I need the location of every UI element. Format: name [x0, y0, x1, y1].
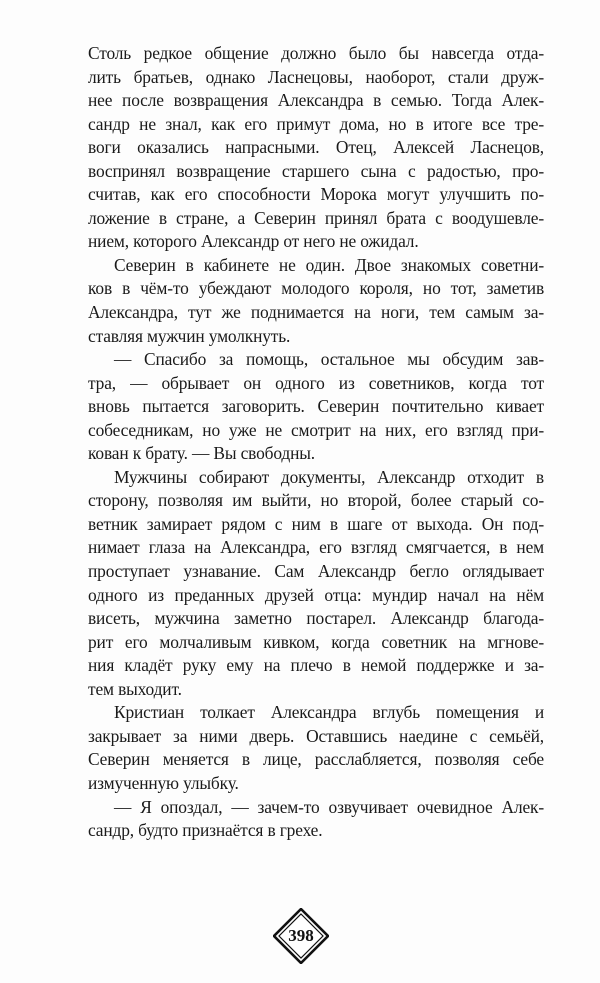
- text-line: тра, — обрывает он одного из советников, когда тот: [88, 372, 544, 393]
- text-line: Северин в кабинете не один. Двое знакомых советни-: [114, 254, 544, 275]
- body-text: [88, 42, 544, 843]
- page-number-badge: [273, 908, 329, 964]
- text-line: лить братьев, однако Ласнецовы, наоборот, стали друж-: [88, 66, 544, 87]
- text-line: измученную улыбку.: [88, 772, 239, 793]
- text-line: тем выходит.: [88, 678, 182, 699]
- text-line: Мужчины собирают документы, Александр отходит в: [114, 466, 544, 487]
- text-line: ков в чём-то убеждают молодого короля, но тот, заметив: [88, 278, 544, 299]
- text-line: считав, как его способности Морока могут улучшить по-: [88, 184, 544, 205]
- text-line: одного из преданных друзей отца: мундир начал на нём: [88, 584, 544, 605]
- text-line: рит его молчаливым кивком, когда советник на мгнове-: [88, 631, 544, 652]
- text-line: Северин меняется в лице, расслабляется, позволяя себе: [88, 749, 544, 770]
- text-line: закрывает за ними дверь. Оставшись наедине с семьёй,: [88, 725, 544, 746]
- text-line: нее после возвращения Александра в семью. Тогда Алек-: [88, 90, 544, 111]
- text-line: вновь пытается заговорить. Северин почтительно кивает: [88, 396, 544, 417]
- page-number: 398: [288, 926, 314, 945]
- text-line: проступает узнавание. Сам Александр бегло оглядывает: [88, 561, 544, 582]
- text-line: Столь редкое общение должно было бы навсегда отда-: [88, 43, 544, 63]
- text-line: ветник замирает рядом с ним в шаге от выхода. Он под-: [88, 513, 544, 534]
- text-line: собеседникам, но уже не смотрит на них, его взгляд при-: [88, 419, 544, 440]
- text-line: Кристиан толкает Александра вглубь помещения и: [114, 702, 544, 723]
- text-line: воги оказались напрасными. Отец, Алексей Ласнецов,: [88, 137, 544, 158]
- text-line: сторону, позволяя им выйти, но второй, более старый со-: [88, 490, 544, 511]
- text-line: нимает глаза на Александра, его взгляд смягчается, в нем: [88, 537, 544, 558]
- text-line: ставляя мужчин умолкнуть.: [88, 325, 291, 346]
- text-line: — Спасибо за помощь, остальное мы обсудим зав-: [114, 349, 544, 370]
- text-line: висеть, мужчина заметно постарел. Александр благода-: [88, 608, 544, 629]
- text-line: кован к брату. — Вы свободны.: [88, 443, 315, 464]
- text-line: — Я опоздал, — зачем-то озвучивает очевидное Алек-: [114, 796, 544, 817]
- text-line: нием, которого Александр от него не ожидал.: [88, 231, 419, 252]
- text-line: сандр, будто признаётся в грехе.: [88, 820, 323, 841]
- text-line: Александра, тут же поднимается на ноги, тем самым за-: [88, 302, 544, 323]
- text-line: ложение в стране, а Северин принял брата с воодушевле-: [88, 207, 544, 228]
- text-line: сандр не знал, как его примут дома, но в итоге все тре-: [88, 113, 544, 134]
- text-line: ния кладёт руку ему на плечо в немой поддержке и за-: [88, 655, 544, 676]
- text-line: воспринял возвращение старшего сына с радостью, про-: [88, 160, 544, 181]
